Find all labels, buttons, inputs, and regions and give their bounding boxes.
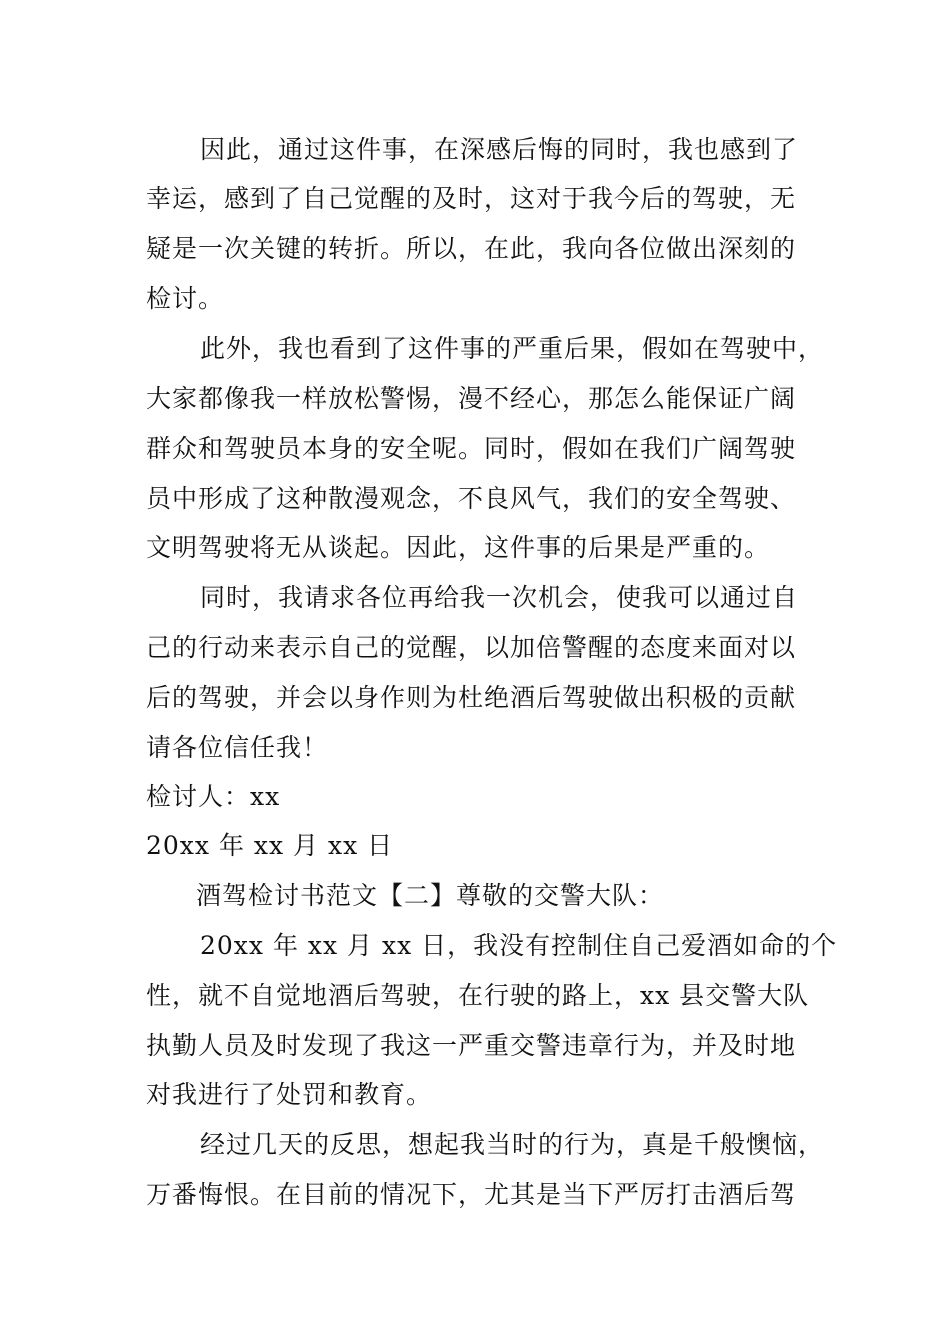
date-line: 20xx 年 xx 月 xx 日 bbox=[146, 831, 394, 860]
paragraph-4-line-2: 性，就不自觉地酒后驾驶，在行驶的路上，xx 县交警大队 bbox=[146, 981, 810, 1010]
paragraph-2-line-5: 文明驾驶将无从谈起。因此，这件事的后果是严重的。 bbox=[146, 533, 771, 562]
paragraph-4-line-3: 执勤人员及时发现了我这一严重交警违章行为，并及时地 bbox=[146, 1031, 797, 1060]
paragraph-2-line-1: 此外，我也看到了这件事的严重后果，假如在驾驶中， bbox=[200, 334, 825, 363]
paragraph-4-line-4: 对我进行了处罚和教育。 bbox=[146, 1080, 433, 1109]
paragraph-2-line-3: 群众和驾驶员本身的安全呢。同时，假如在我们广阔驾驶 bbox=[146, 434, 797, 463]
paragraph-3-line-1: 同时，我请求各位再给我一次机会，使我可以通过自 bbox=[200, 583, 799, 612]
paragraph-2-line-4: 员中形成了这种散漫观念，不良风气，我们的安全驾驶、 bbox=[146, 484, 797, 513]
signature-line: 检讨人：xx bbox=[146, 782, 281, 811]
paragraph-1-line-4: 检讨。 bbox=[146, 284, 225, 313]
paragraph-3-line-3: 后的驾驶，并会以身作则为杜绝酒后驾驶做出积极的贡献 bbox=[146, 683, 797, 712]
paragraph-1-line-1: 因此，通过这件事，在深感后悔的同时，我也感到了 bbox=[200, 135, 799, 164]
paragraph-5-line-1: 经过几天的反思，想起我当时的行为，真是千般懊恼， bbox=[200, 1130, 825, 1159]
paragraph-1-line-2: 幸运，感到了自己觉醒的及时，这对于我今后的驾驶，无 bbox=[146, 184, 797, 213]
section-heading: 酒驾检讨书范文【二】尊敬的交警大队： bbox=[196, 881, 665, 910]
paragraph-4-line-1: 20xx 年 xx 月 xx 日，我没有控制住自己爱酒如命的个 bbox=[200, 931, 838, 960]
paragraph-2-line-2: 大家都像我一样放松警惕，漫不经心，那怎么能保证广阔 bbox=[146, 384, 797, 413]
paragraph-3-line-4: 请各位信任我！ bbox=[146, 733, 329, 762]
paragraph-5-line-2: 万番悔恨。在目前的情况下，尤其是当下严厉打击酒后驾 bbox=[146, 1180, 797, 1209]
paragraph-1-line-3: 疑是一次关键的转折。所以，在此，我向各位做出深刻的 bbox=[146, 234, 797, 263]
paragraph-3-line-2: 己的行动来表示自己的觉醒，以加倍警醒的态度来面对以 bbox=[146, 633, 797, 662]
